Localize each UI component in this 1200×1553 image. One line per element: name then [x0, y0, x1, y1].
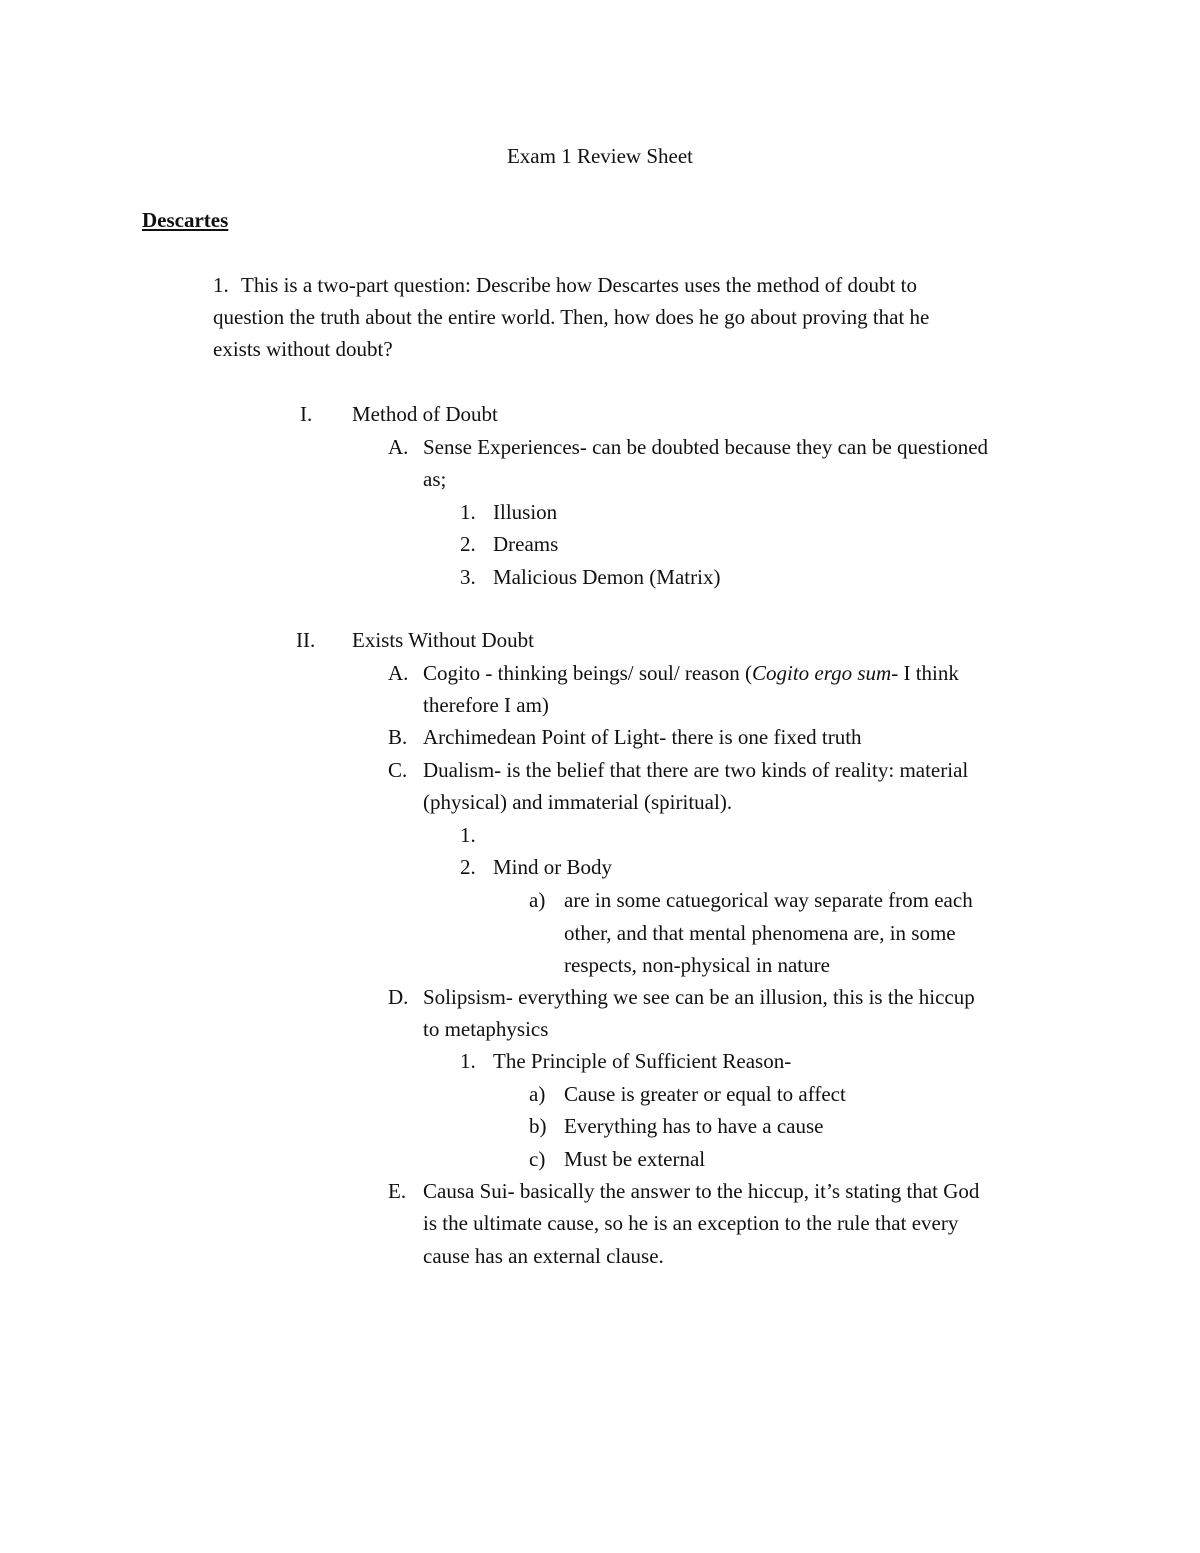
outline-heading: Exists Without Doubt — [352, 628, 534, 652]
list-item: The Principle of Sufficient Reason- — [493, 1049, 792, 1073]
question-line: This is a two-part question: Describe how Descartes uses the method of doubt to — [241, 273, 917, 297]
sub-list-item: Everything has to have a cause — [564, 1114, 824, 1138]
outline-marker: A. — [388, 435, 409, 459]
list-marker: 3. — [460, 565, 476, 589]
outline-text: Sense Experiences- can be doubted because they can be questioned — [423, 435, 989, 459]
outline-text-part: - I think — [891, 661, 959, 685]
outline-text: as; — [423, 467, 447, 491]
outline-marker: II. — [296, 628, 316, 652]
outline-text: to metaphysics — [423, 1017, 549, 1041]
sub-list-item: other, and that mental phenomena are, in some — [564, 921, 956, 945]
question-line: exists without doubt? — [213, 337, 393, 361]
list-marker: 1. — [460, 823, 476, 847]
page-title: Exam 1 Review Sheet — [506, 144, 694, 168]
list-marker: 2. — [460, 855, 476, 879]
outline-text: therefore I am) — [423, 693, 549, 717]
outline-marker: I. — [300, 402, 313, 426]
sub-list-item: Must be external — [564, 1147, 706, 1171]
list-item: Dreams — [493, 532, 559, 556]
outline-text: (physical) and immaterial (spiritual). — [423, 790, 733, 814]
sub-list-marker: a) — [529, 888, 546, 912]
outline-text: is the ultimate cause, so he is an exception to the rule that every — [423, 1211, 959, 1235]
sub-list-item: respects, non-physical in nature — [564, 953, 830, 977]
outline-marker: E. — [388, 1179, 407, 1203]
outline-text: Archimedean Point of Light- there is one fixed truth — [423, 725, 862, 749]
list-item: Mind or Body — [493, 855, 613, 879]
sub-list-marker: b) — [529, 1114, 547, 1138]
outline-marker: C. — [388, 758, 408, 782]
sub-list-item: Cause is greater or equal to affect — [564, 1082, 846, 1106]
sub-list-marker: a) — [529, 1082, 546, 1106]
outline-marker: D. — [388, 985, 409, 1009]
outline-marker: B. — [388, 725, 408, 749]
question-number: 1. — [213, 273, 229, 297]
sub-list-marker: c) — [529, 1147, 546, 1171]
list-marker: 2. — [460, 532, 476, 556]
section-heading: Descartes — [142, 208, 229, 232]
outline-text: cause has an external clause. — [423, 1244, 664, 1268]
outline-text: Solipsism- everything we see can be an illusion, this is the hiccup — [423, 985, 975, 1009]
outline-text — [423, 657, 959, 689]
outline-text-part: Cogito - thinking beings/ soul/ reason ( — [423, 661, 752, 685]
list-marker: 1. — [460, 1049, 476, 1073]
outline-text: Dualism- is the belief that there are two kinds of reality: material — [423, 758, 969, 782]
outline-marker: A. — [388, 661, 409, 685]
question-line: question the truth about the entire world. Then, how does he go about proving that he — [213, 305, 930, 329]
sub-list-item: are in some catuegorical way separate from each — [564, 888, 973, 912]
outline-text: Causa Sui- basically the answer to the hiccup, it’s stating that God — [423, 1179, 980, 1203]
list-item: Illusion — [493, 500, 558, 524]
list-marker: 1. — [460, 500, 476, 524]
list-item: Malicious Demon (Matrix) — [493, 565, 721, 589]
latin-phrase: Cogito ergo sum — [751, 661, 892, 685]
outline-heading: Method of Doubt — [352, 402, 498, 426]
